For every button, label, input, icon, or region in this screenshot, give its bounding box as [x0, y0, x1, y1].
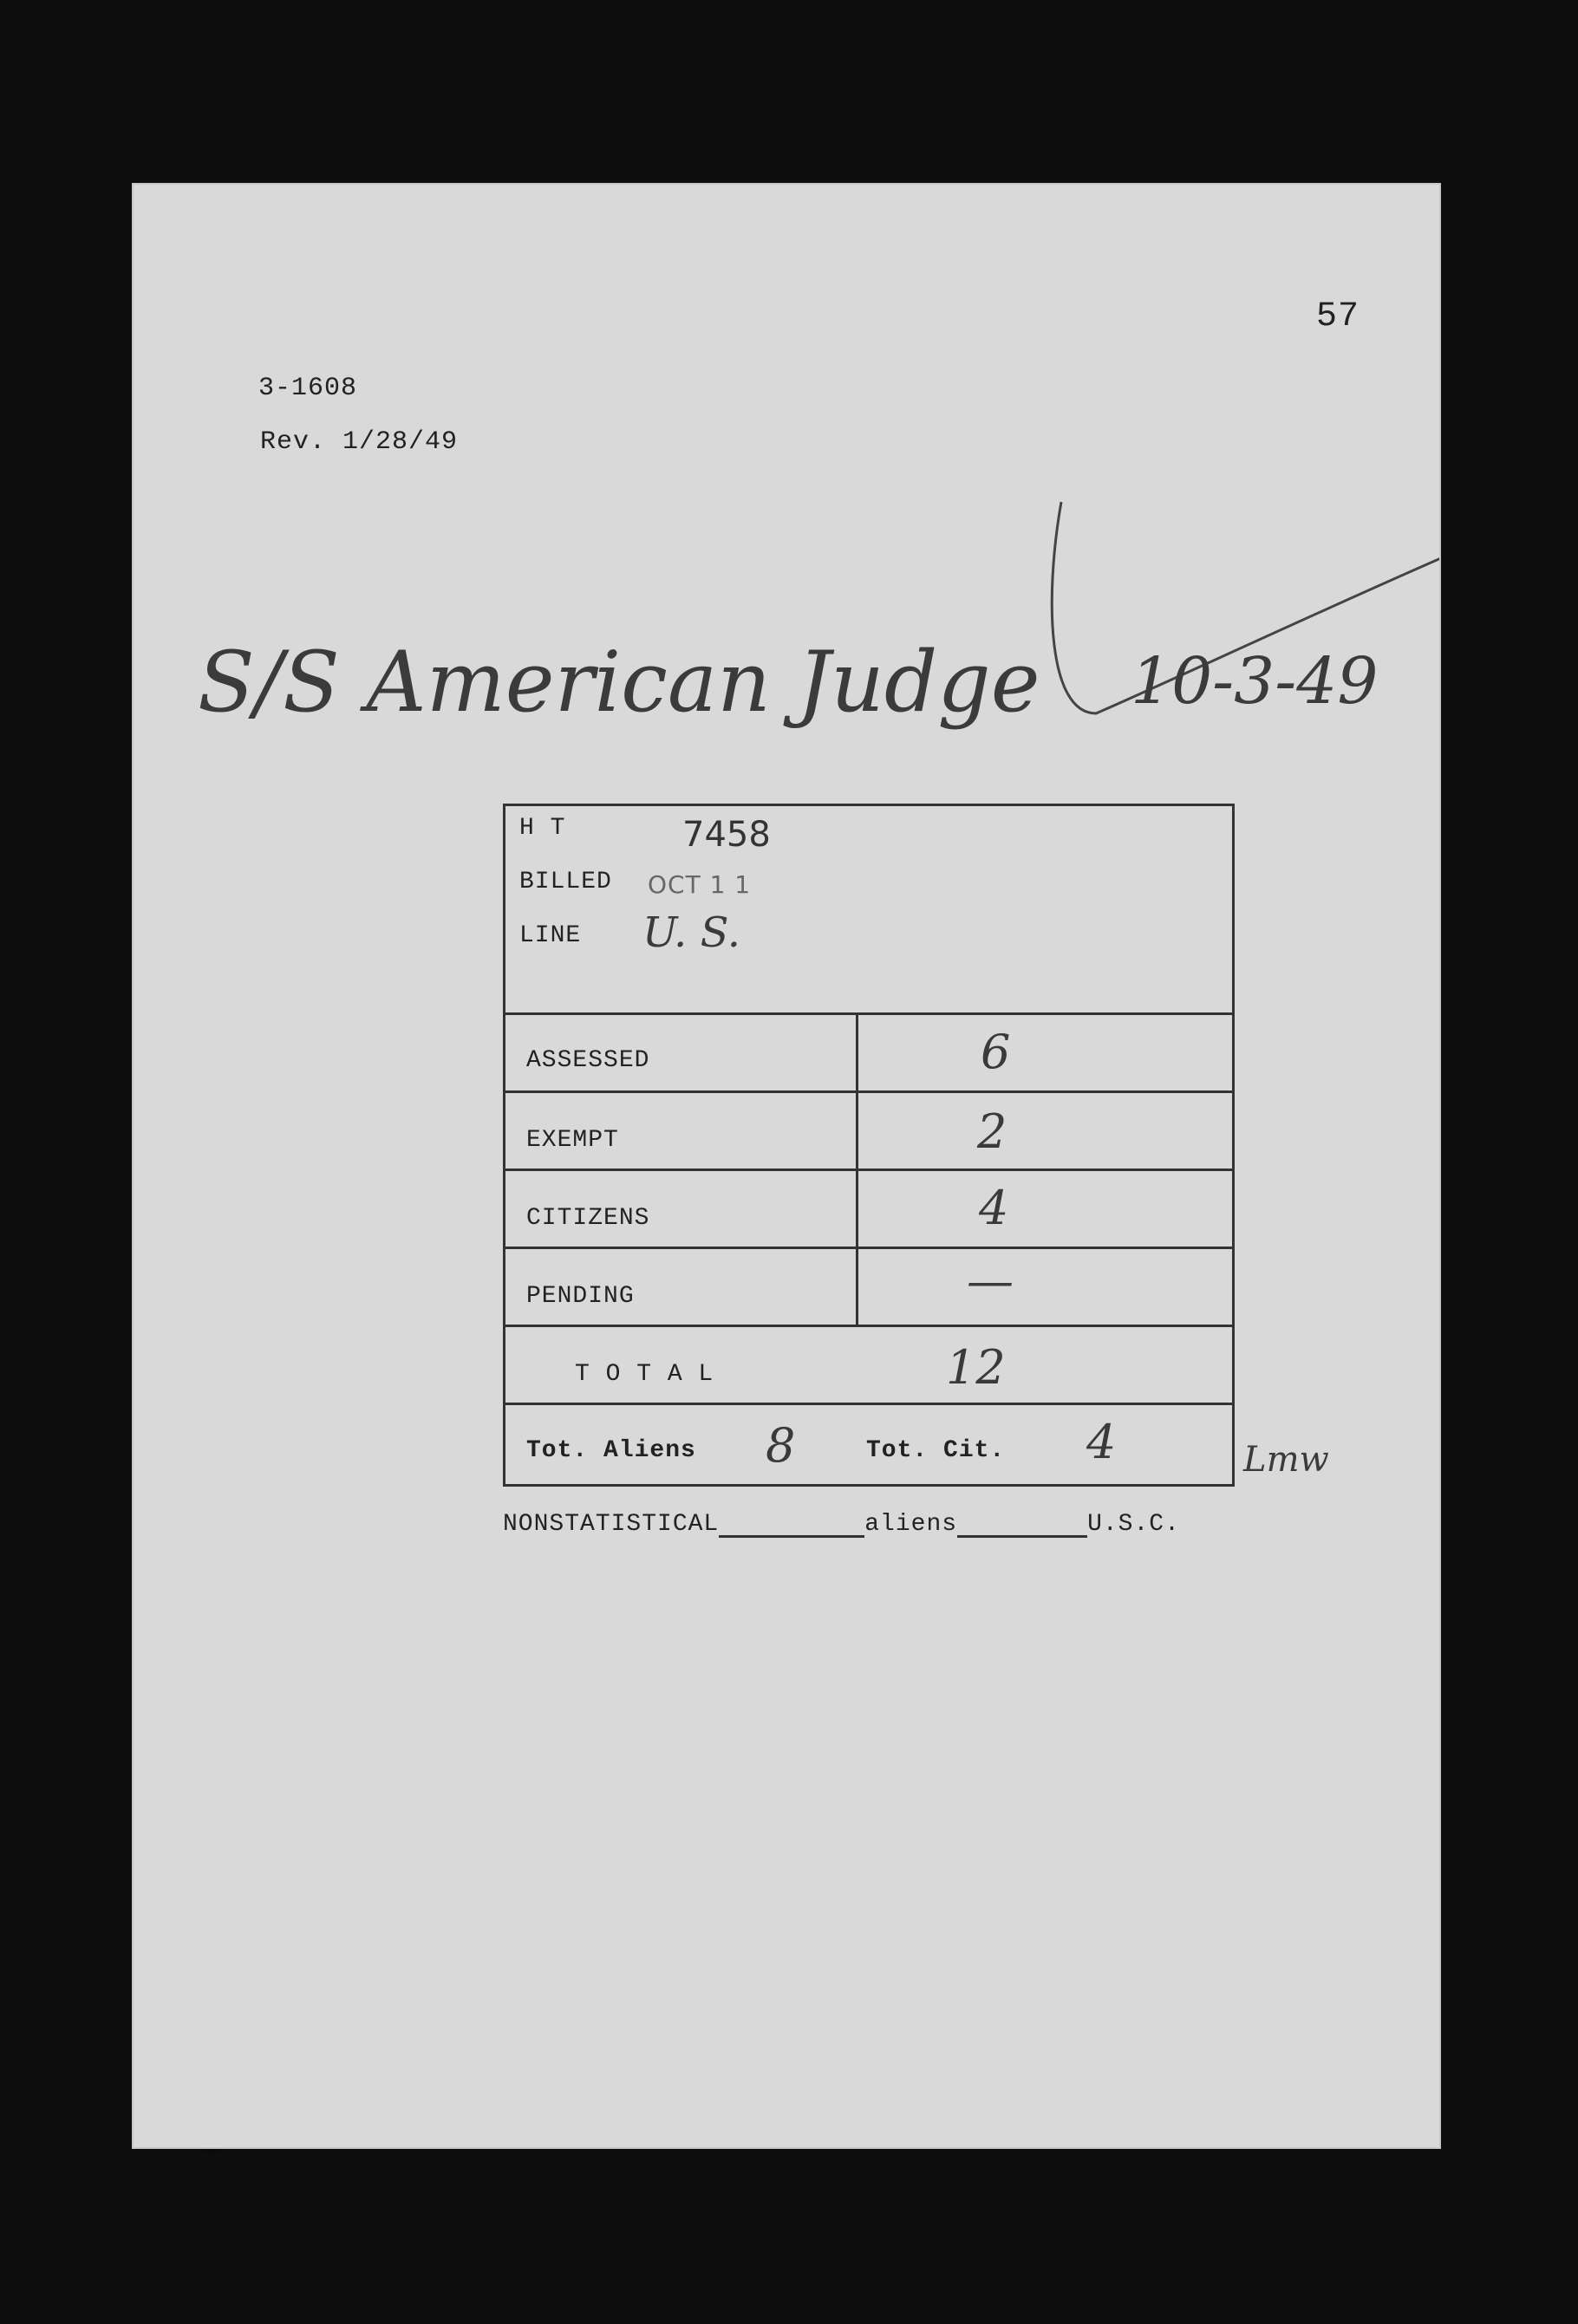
- exempt-label: EXEMPT: [526, 1127, 619, 1154]
- usc-label: U.S.C.: [1087, 1511, 1180, 1538]
- tot-aliens-value: 8: [766, 1418, 796, 1473]
- tot-aliens-label: Tot. Aliens: [526, 1437, 696, 1464]
- ht-number: 7458: [682, 815, 771, 855]
- assessed-value: 6: [981, 1025, 1011, 1079]
- billed-stamp: OCT 1 1: [648, 870, 752, 899]
- pending-value: —: [967, 1253, 1014, 1308]
- pending-label: PENDING: [526, 1283, 635, 1310]
- assessed-label: ASSESSED: [526, 1047, 650, 1074]
- line-value: U. S.: [642, 908, 740, 957]
- tot-cit-label: Tot. Cit.: [866, 1437, 1006, 1464]
- form-number: 3-1608: [258, 374, 358, 403]
- citizens-value: 4: [979, 1181, 1009, 1235]
- nonstatistical-line: [503, 1511, 1180, 1538]
- nonstatistical-label: NONSTATISTICAL: [503, 1511, 720, 1538]
- total-label: T O T A L: [575, 1361, 714, 1388]
- citizens-label: CITIZENS: [526, 1205, 650, 1232]
- ship-name: S/S American Judge: [198, 634, 1040, 731]
- tot-cit-value: 4: [1086, 1415, 1117, 1469]
- ht-label: H T: [519, 815, 566, 842]
- page-number: 57: [1316, 297, 1360, 336]
- head-tax-box: [503, 804, 1235, 1487]
- line-label: LINE: [519, 922, 582, 949]
- total-value: 12: [946, 1340, 1006, 1395]
- initials: Lmw: [1243, 1440, 1329, 1480]
- exempt-value: 2: [977, 1104, 1007, 1159]
- billed-label: BILLED: [519, 869, 612, 895]
- arrival-date: 10-3-49: [1131, 644, 1379, 719]
- document-page: [132, 183, 1441, 2149]
- aliens-label: aliens: [864, 1511, 958, 1538]
- revision-date: Rev. 1/28/49: [260, 427, 459, 457]
